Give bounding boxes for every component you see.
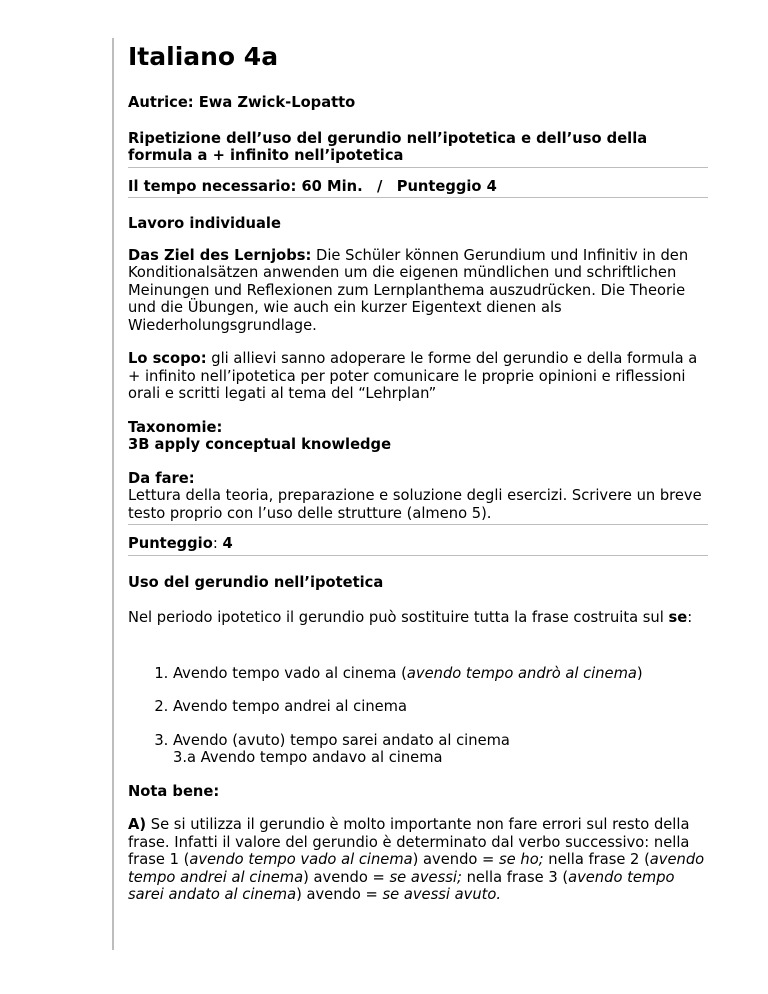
example-3-text: Avendo (avuto) tempo sarei andato al cinema	[173, 731, 510, 749]
goal-italian	[128, 350, 708, 403]
time-and-score-line	[128, 178, 708, 199]
left-margin-rule	[112, 38, 114, 950]
taxonomy-block	[128, 419, 708, 454]
goal-italian-text: gli allievi sanno adoperare le forme del gerundio e della formula a + infinito nell’ipotetica per poter comunicare le proprie opinioni e riflessioni orali e scritti legati al tema del “Lehrplan”	[128, 350, 698, 402]
nota-a-text: nella frase 2 (	[543, 851, 650, 868]
intro-keyword: se	[668, 609, 688, 626]
score-sep: :	[212, 535, 223, 552]
nota-a-text: ) avendo =	[412, 851, 500, 868]
example-1-italic: avendo tempo andrò al cinema	[406, 664, 637, 682]
nota-a-italic: se avessi avuto.	[382, 886, 502, 903]
lesson-subtitle: Ripetizione dell’uso del gerundio nell’ipotetica e dell’uso della formula a + infinito nell’ipotetica	[128, 130, 708, 168]
todo-text: Lettura della teoria, preparazione e soluzione degli esercizi. Scrivere un breve testo proprio con l’uso delle strutture (almeno 5).	[128, 487, 702, 522]
intro-text: Nel periodo ipotetico il gerundio può sostituire tutta la frase costruita sul	[128, 609, 669, 626]
nota-bene-heading: Nota bene:	[128, 782, 220, 800]
example-1-text: Avendo tempo vado al cinema (	[173, 664, 407, 682]
nota-a-text: ) avendo =	[303, 868, 390, 886]
author-line: Autrice: Ewa Zwick-Lopatto	[128, 94, 356, 111]
nota-a-italic: avendo tempo vado al cinema	[189, 851, 413, 868]
list-item	[173, 732, 708, 767]
document-body	[128, 40, 708, 904]
section-title: Uso del gerundio nell’ipotetica	[128, 573, 384, 591]
examples-list	[128, 665, 708, 767]
nota-a-paragraph	[128, 816, 708, 904]
score-header: Punteggio 4	[396, 177, 497, 195]
score-value: 4	[222, 535, 233, 552]
page-title: Italiano 4a	[128, 42, 279, 71]
taxonomy-label: Taxonomie:	[128, 418, 223, 436]
nota-a-italic: avendo tempo andrei al cinema	[128, 851, 705, 886]
list-item	[173, 698, 708, 716]
score-line	[128, 535, 708, 556]
nota-a-text: Se si utilizza il gerundio è molto importante non fare errori sul resto della frase. Infatti il valore del gerundio è determinato dal verbo successivo: nella frase 1 (	[128, 816, 690, 868]
todo-block	[128, 470, 708, 526]
intro-end: :	[687, 609, 693, 626]
goal-german-text: Die Schüler können Gerundium und Infinitiv in den Konditionalsätzen anwenden um die eigenen mündlichen und schriftlichen Meinungen und Reflexionen zum Lernplanthema auszudrücken. Die Theorie und die Übungen, wie auch ein kurzer Eigentext dienen als Wiederholungsgrundlage.	[128, 246, 689, 334]
work-mode: Lavoro individuale	[128, 215, 281, 232]
score-label: Punteggio	[128, 535, 213, 552]
nota-a-italic: se ho;	[499, 851, 544, 868]
todo-label: Da fare:	[128, 469, 195, 487]
nota-a-label: A)	[128, 816, 147, 833]
nota-a-text: ) avendo =	[296, 886, 383, 903]
goal-german	[128, 247, 708, 335]
goal-italian-label: Lo scopo	[128, 350, 201, 367]
nota-a-italic: se avessi;	[389, 868, 462, 886]
intro-paragraph	[128, 609, 708, 627]
list-item	[173, 665, 708, 683]
taxonomy-value: 3B apply conceptual knowledge	[128, 436, 392, 453]
nota-a-text: nella frase 3 (	[461, 868, 569, 886]
time-label: Il tempo necessario: 60 Min.	[128, 177, 363, 195]
example-2-text: Avendo tempo andrei al cinema	[173, 698, 407, 715]
separator-slash: /	[377, 177, 383, 195]
goal-italian-colon: :	[200, 350, 207, 367]
nota-a-italic: avendo tempo sarei andato al cinema	[128, 868, 675, 903]
example-3-sub: 3.a Avendo tempo andavo al cinema	[173, 749, 443, 766]
example-1-end: )	[636, 664, 643, 682]
goal-german-label: Das Ziel des Lernjobs:	[128, 246, 312, 264]
